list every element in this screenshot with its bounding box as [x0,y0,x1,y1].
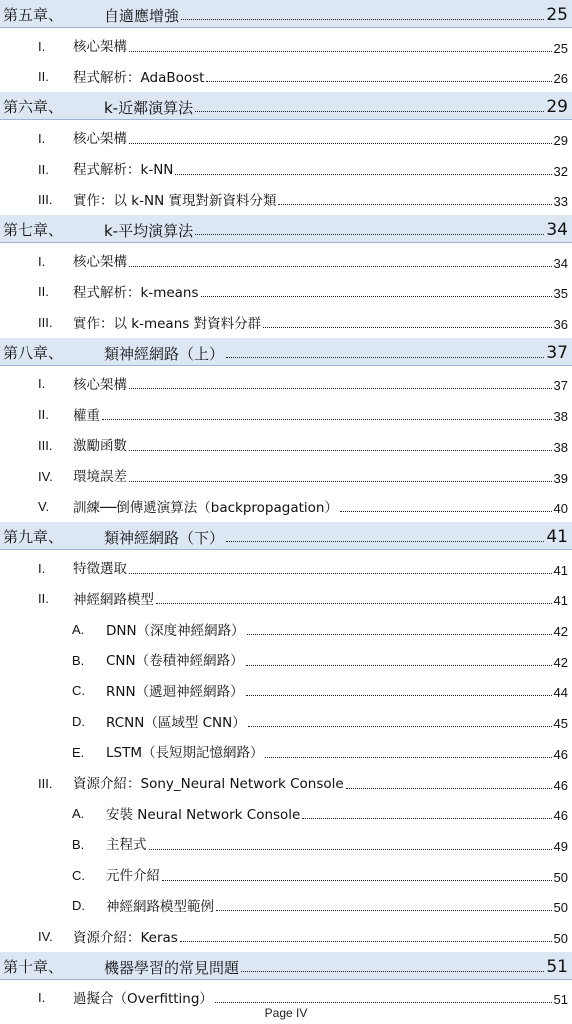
toc-page-number: 34 [546,219,568,240]
toc-entry-title: 訓練──倒傳遞演算法（backpropagation） [73,499,338,516]
toc-entry-title: 激勵函數 [73,438,127,455]
toc-entry-title: 程式解析：AdaBoost [73,69,205,86]
toc-page-number: 37 [553,378,568,394]
toc-page-number: 29 [553,132,568,148]
toc-page-number: 50 [553,900,568,916]
toc-chapter-row[interactable] [0,522,572,550]
toc-page-number: 26 [553,71,568,87]
toc-entry-title: RCNN（區域型 CNN） [106,714,246,731]
toc-page-number: 34 [553,255,568,271]
toc-entry-title: 環境誤差 [73,469,127,485]
toc-entry-number: 第五章、 [3,6,64,24]
toc-section-row[interactable] [0,583,572,611]
toc-entry-title: 核心架構 [73,131,127,148]
toc-page-number: 41 [553,593,568,609]
toc-entry-title: 機器學習的常見問題 [104,958,240,977]
dot-leader [302,818,551,819]
toc-entry-number: II. [38,407,49,423]
toc-subsection-row[interactable] [0,890,572,918]
toc-page-number: 42 [553,624,568,639]
toc-page-number: 50 [553,931,568,946]
dot-leader [129,450,552,451]
toc-entry-number: 第六章、 [3,98,64,117]
toc-section-row[interactable] [0,31,572,59]
toc-entry-number: 第八章、 [3,343,64,362]
dot-leader [263,327,551,328]
toc-section-row[interactable] [0,154,572,182]
toc-entry-number: II. [38,591,49,607]
toc-entry-title: 神經網路模型 [73,591,154,608]
toc-page-number: 50 [553,869,568,885]
dot-leader [246,665,552,666]
dot-leader [149,849,552,850]
toc-page-number: 39 [553,470,568,486]
dot-leader [195,111,544,112]
toc-page-number: 38 [553,439,568,455]
toc-entry-number: A. [72,806,85,822]
toc-section-row[interactable] [0,553,572,581]
toc-entry-number: I. [38,560,46,576]
dot-leader [226,541,544,542]
dot-leader [226,357,544,358]
page-footer: Page IV [264,1006,308,1020]
dot-leader [278,204,551,205]
toc-entry-title: 程式解析：k-NN [73,162,174,178]
toc-subsection-row[interactable] [0,645,572,673]
dot-leader [216,910,552,911]
toc-section-row[interactable] [0,61,572,89]
toc-chapter-row[interactable] [0,215,572,243]
dot-leader [129,573,552,574]
toc-entry-number: IV. [38,929,53,944]
toc-entry-number: III. [38,315,53,330]
dot-leader [246,695,552,696]
toc-page-number: 51 [553,992,568,1008]
toc-page-number: 25 [546,5,568,25]
toc-entry-title: 核心架構 [73,254,127,271]
toc-chapter-row[interactable] [0,338,572,366]
dot-leader [156,603,552,604]
toc-entry-number: C. [72,683,85,699]
toc-section-row[interactable] [0,184,572,212]
toc-subsection-row[interactable] [0,798,572,826]
dot-leader [129,143,552,144]
toc-entry-number: I. [38,376,46,392]
toc-entry-number: II. [38,69,49,85]
dot-leader [129,266,552,267]
toc-entry-number: III. [38,775,53,791]
toc-page-number: 41 [553,562,568,578]
toc-page-number: 38 [553,409,568,425]
toc-entry-title: DNN（深度神經網路） [106,622,245,639]
toc-chapter-row[interactable] [0,952,572,980]
toc-page-number: 46 [553,746,568,762]
toc-entry-number: I. [38,990,46,1006]
toc-page-number: 44 [553,685,568,701]
toc-section-row[interactable] [0,921,572,949]
toc-subsection-row[interactable] [0,706,572,734]
toc-entry-number: 第九章、 [3,527,64,546]
toc-page-number: 35 [553,286,568,302]
toc-section-row[interactable] [0,246,572,274]
toc-entry-number: B. [72,836,85,852]
toc-section-row[interactable] [0,368,572,396]
toc-section-row[interactable] [0,123,572,151]
toc-subsection-row[interactable] [0,829,572,857]
toc-section-row[interactable] [0,491,572,519]
dot-leader [181,19,544,20]
toc-entry-number: II. [38,161,49,177]
toc-entry-title: 類神經網路（上） [104,344,225,363]
toc-entry-number: 第十章、 [3,957,64,976]
toc-entry-title: 資源介紹：Keras [73,929,178,946]
dot-leader [346,788,552,789]
toc-entry-number: V. [38,499,50,515]
dot-leader [129,481,552,482]
toc-page-number: 33 [553,194,568,210]
dot-leader [201,296,552,297]
toc-entry-number: I. [38,130,46,146]
toc-entry-title: 自適應增強 [104,7,180,25]
toc-entry-title: 核心架構 [73,376,127,393]
dot-leader [195,234,544,235]
toc-entry-title: 核心架構 [73,39,127,56]
toc-entry-title: k-平均演算法 [104,221,194,240]
dot-leader [129,51,552,52]
toc-entry-number: III. [38,192,53,208]
toc-section-row[interactable] [0,461,572,489]
toc-entry-number: IV. [38,468,53,484]
toc-entry-number: D. [72,898,85,914]
toc-entry-number: II. [38,284,49,300]
toc-chapter-row[interactable] [0,92,572,120]
toc-subsection-row[interactable] [0,737,572,765]
toc-entry-title: 資源介紹：Sony_Neural Network Console [73,776,344,792]
toc-section-row[interactable] [0,276,572,304]
toc-page-number: 49 [553,838,568,854]
toc-page-number: 46 [553,777,568,793]
dot-leader [248,726,552,727]
toc-entry-number: I. [38,253,46,269]
dot-leader [206,81,551,82]
toc-page-number: 32 [553,163,568,179]
toc-subsection-row[interactable] [0,675,572,703]
toc-entry-number: D. [72,714,85,730]
toc-entry-number: III. [38,437,53,453]
toc-entry-number: I. [38,38,46,54]
dot-leader [247,634,552,635]
toc-section-row[interactable] [0,307,572,335]
toc-entry-number: E. [72,744,85,760]
dot-leader [180,941,552,942]
toc-section-row[interactable] [0,399,572,427]
toc-page-number: 42 [553,654,568,670]
toc-entry-title: 實作：以 k-means 對資料分群 [73,315,262,332]
toc-entry-title: 安裝 Neural Network Console [106,806,301,823]
toc-entry-title: CNN（卷積神經網路） [106,653,244,670]
toc-entry-title: RNN（遞迴神經網路） [106,683,244,700]
toc-section-row[interactable] [0,768,572,796]
dot-leader [215,1002,552,1003]
dot-leader [340,511,552,512]
toc-entry-title: 神經網路模型範例 [106,898,214,915]
dot-leader [102,419,552,420]
toc-page-number: 29 [546,97,568,118]
toc-entry-title: 類神經網路（下） [104,528,225,547]
toc-page-number: 25 [553,40,568,56]
dot-leader [129,388,552,389]
toc-entry-number: C. [72,867,85,883]
toc-entry-title: 元件介紹 [106,868,160,885]
toc-entry-title: 實作：以 k-NN 實現對新資料分類 [73,192,277,209]
dot-leader [265,757,551,758]
toc-entry-title: LSTM（長短期記憶網路） [106,745,264,762]
toc-page-number: 46 [553,808,568,824]
toc-entry-title: 過擬合（Overfitting） [73,990,213,1007]
toc-entry-title: k-近鄰演算法 [104,99,194,118]
toc-entry-number: B. [72,652,85,668]
toc-page-number: 37 [546,342,568,363]
toc-entry-title: 權重 [73,407,100,424]
toc-page-number: 45 [553,716,568,732]
toc-page-number: 40 [553,501,568,517]
toc-entry-title: 程式解析：k-means [73,284,199,301]
toc-chapter-row[interactable] [0,0,572,28]
toc-entry-number: 第七章、 [3,220,64,239]
dot-leader [241,971,544,972]
toc-entry-title: 特徵選取 [73,561,127,578]
toc-subsection-row[interactable] [0,860,572,888]
toc-section-row[interactable] [0,430,572,458]
toc-entry-title: 主程式 [106,837,147,854]
dot-leader [162,880,552,881]
toc-page-number: 51 [546,956,568,977]
toc-page-number: 41 [546,526,568,547]
dot-leader [175,174,551,175]
toc-subsection-row[interactable] [0,614,572,642]
toc-entry-number: A. [72,622,85,637]
toc-page-number: 36 [553,317,568,332]
